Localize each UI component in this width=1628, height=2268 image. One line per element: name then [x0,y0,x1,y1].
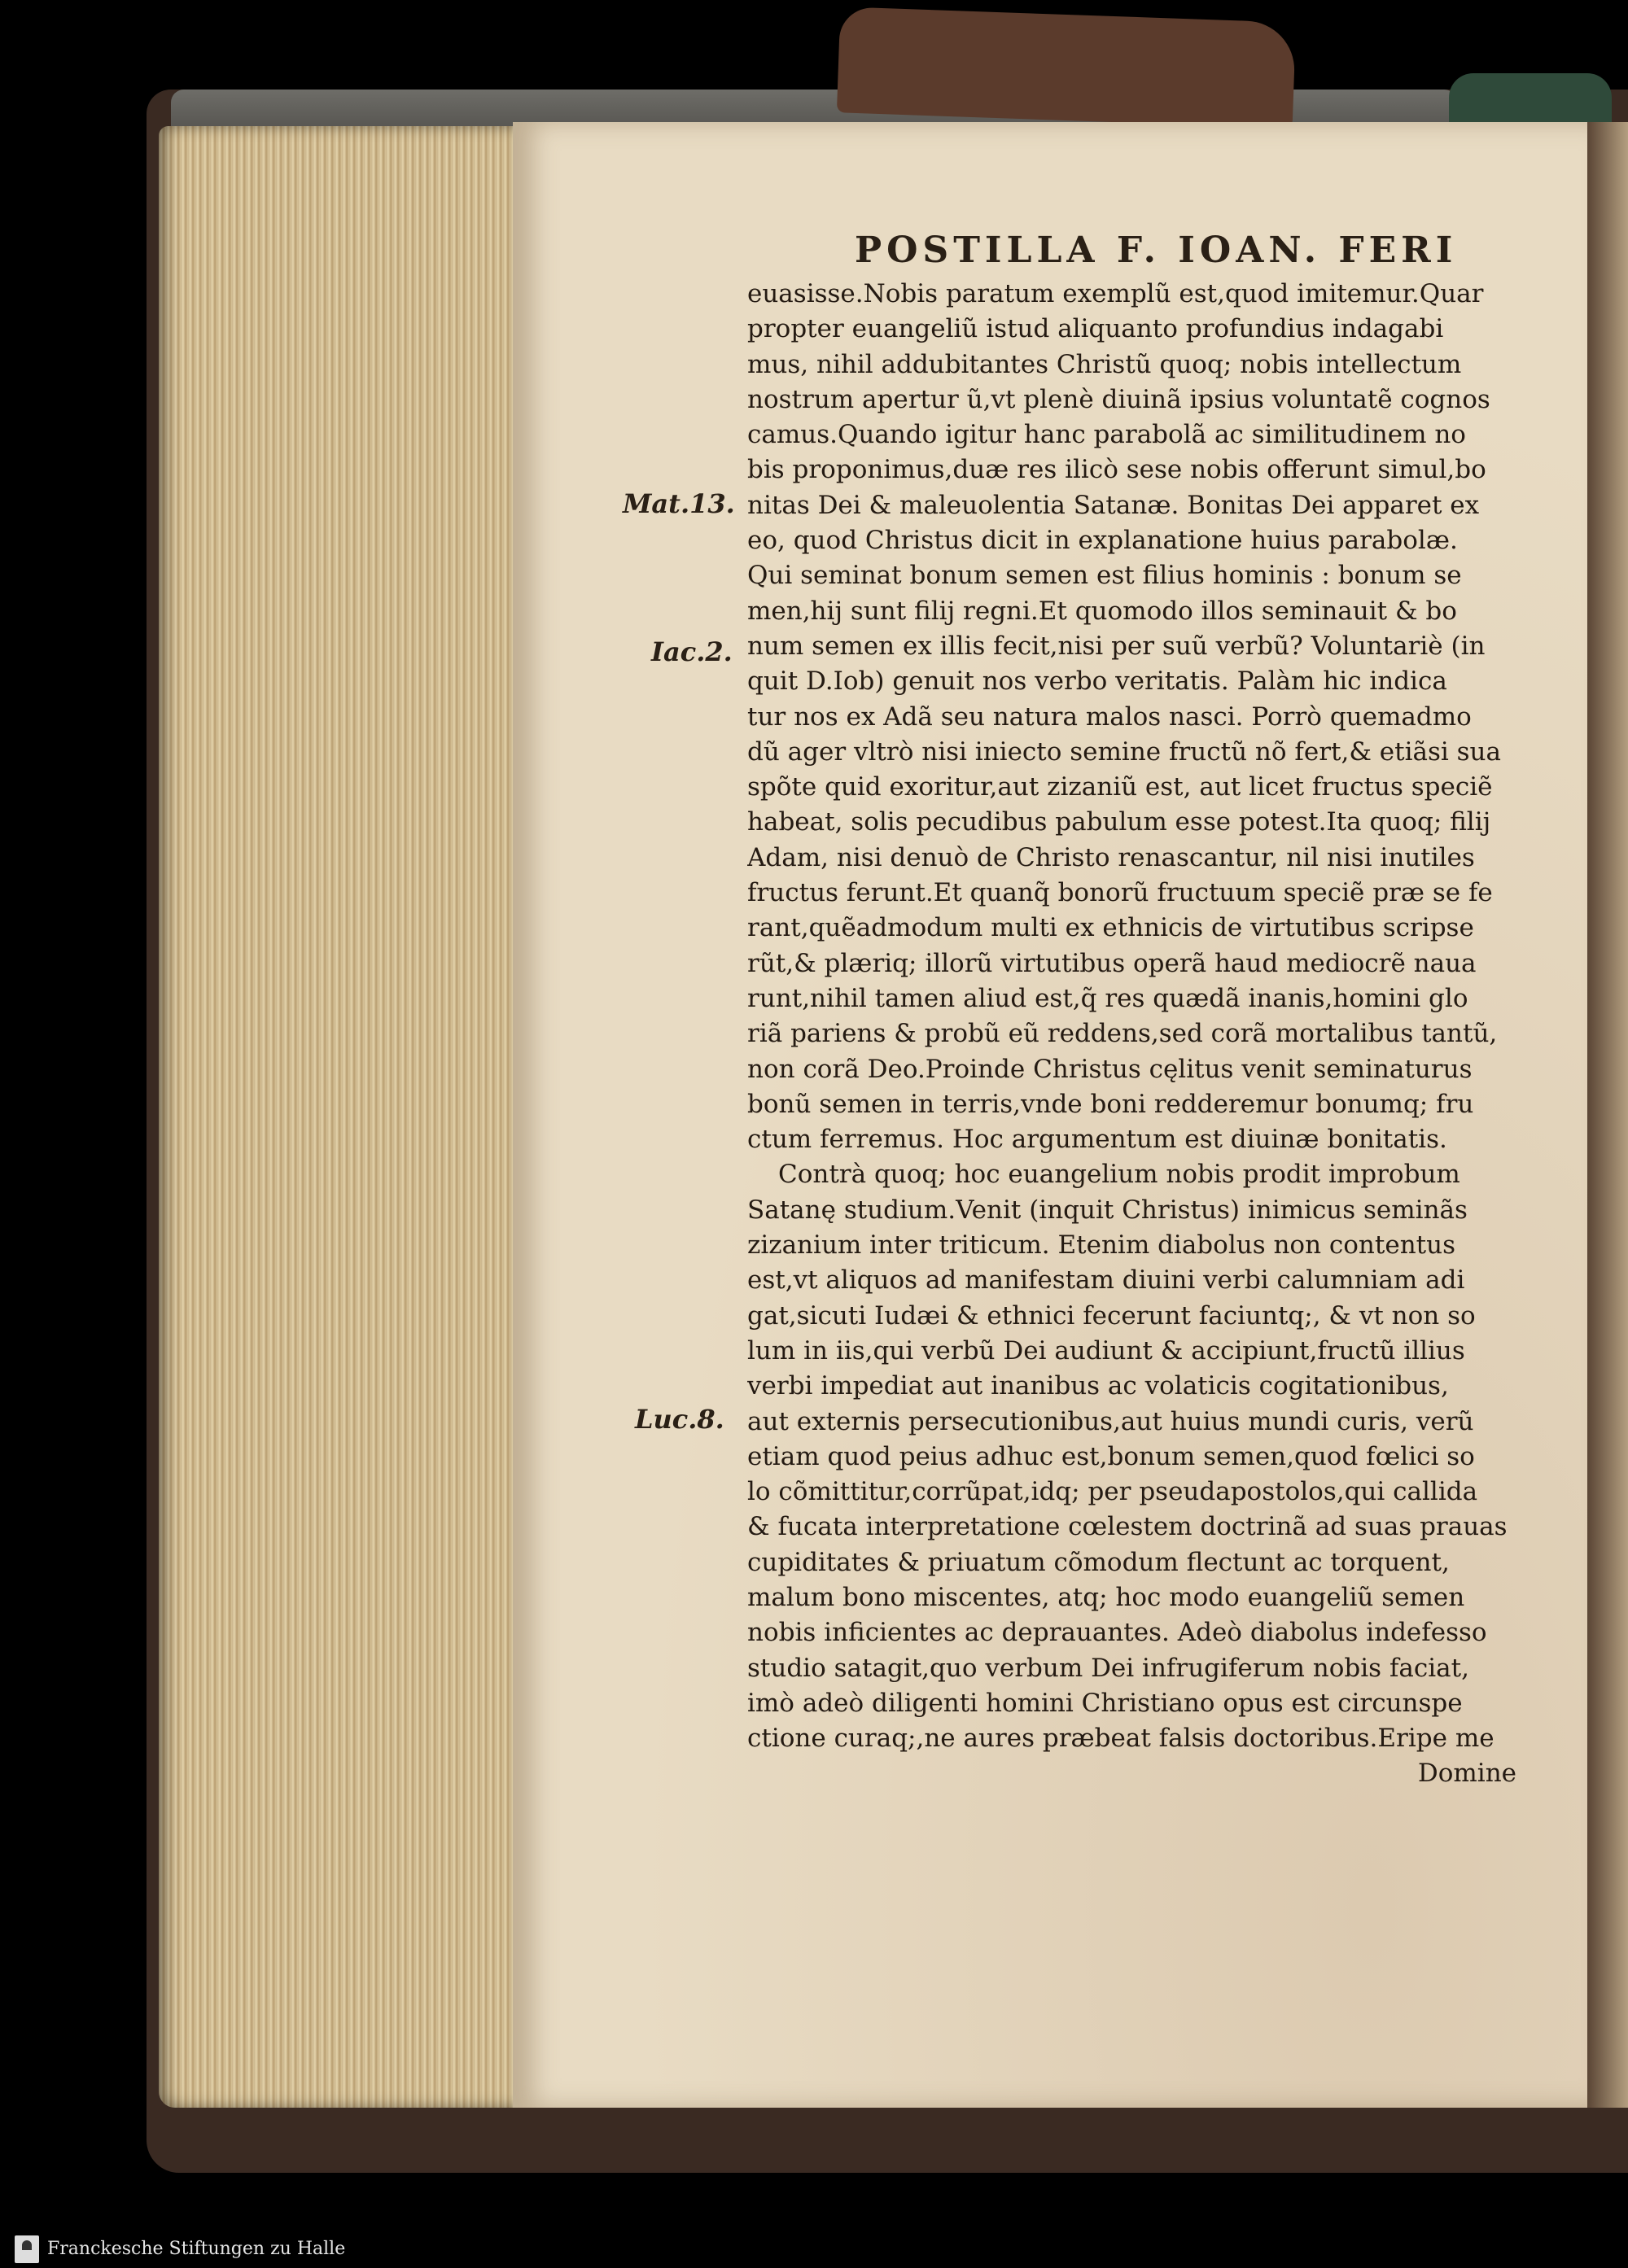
text-line: nobis inficientes ac deprauantes. Adeò diabolus indefesso [747,1618,1487,1648]
text-line: eo, quod Christus dicit in explanatione huius parabolæ. [747,526,1458,556]
text-line: etiam quod peius adhuc est,bonum semen,quod fœlici so [747,1441,1475,1471]
body-text [747,277,1516,1792]
running-head: POSTILLA F. IOAN. FERI [855,229,1458,271]
marginal-note: Mat.13. [623,488,735,519]
text-line: aut externis persecutionibus,aut huius mundi curis, verũ [747,1406,1474,1436]
gutter-shadow [1587,122,1628,2108]
text-line: bonũ semen in terris,vnde boni redderemur bonumq; fru [747,1089,1474,1119]
text-line: mus, nihil addubitantes Christũ quoq; nobis intellectum [747,349,1462,379]
text-line: Adam, nisi denuò de Christo renascantur, nil nisi inutiles [747,842,1475,872]
text-line: & fucata interpretatione cœlestem doctrinã ad suas prauas [747,1512,1508,1542]
text-line: fructus ferunt.Et quanq̃ bonorũ fructuum speciẽ præ se fe [747,878,1493,908]
text-line: imò adeò diligenti homini Christiano opus est circunspe [747,1688,1463,1718]
text-line: Qui seminat bonum semen est filius hominis : bonum se [747,561,1462,591]
text-line: men,hij sunt filij regni.Et quomodo illos seminauit & bo [747,596,1457,626]
text-line: studio satagit,quo verbum Dei infrugiferum nobis faciat, [747,1653,1469,1683]
text-line: ctum ferremus. Hoc argumentum est diuinæ bonitatis. [747,1125,1447,1155]
text-line: cupiditates & priuatum cõmodum flectunt ac torquent, [747,1547,1450,1577]
text-line: lo cõmittitur,corrũpat,idq; per pseudapostolos,qui callida [747,1477,1478,1507]
text-line: Contrà quoq; hoc euangelium nobis prodit improbum [778,1160,1460,1190]
text-line: bis proponimus,duæ res ilicò sese nobis offerunt simul,bo [747,455,1486,485]
text-line: verbi impediat aut inanibus ac volaticis cogitationibus, [747,1371,1449,1401]
text-line: rũt,& plæriq; illorũ virtutibus operã haud mediocrẽ naua [747,948,1477,978]
text-line: ctione curaq;,ne aures præbeat falsis doctoribus.Eripe me [747,1724,1495,1754]
text-line: rant,quẽadmodum multi ex ethnicis de virtutibus scripse [747,913,1474,943]
text-line: runt,nihil tamen aliud est,q̃ res quædã inanis,homini glo [747,983,1468,1013]
text-line: riã pariens & probũ eũ reddens,sed corã mortalibus tantũ, [747,1019,1498,1049]
text-line: zizanium inter triticum. Etenim diabolus non contentus [747,1230,1455,1261]
text-line: euasisse.Nobis paratum exemplũ est,quod imitemur.Quar [747,279,1484,308]
marginal-note: Iac.2. [651,636,733,667]
text-line: non corã Deo.Proinde Christus cęlitus venit seminaturus [747,1054,1473,1084]
text-line: malum bono miscentes, atq; hoc modo euangeliũ semen [747,1582,1465,1612]
text-line: lum in iis,qui verbũ Dei audiunt & accipiunt,fructũ illius [747,1335,1465,1366]
institution-logo-icon [15,2235,39,2263]
leather-tab [837,7,1296,128]
text-line: spõte quid exoritur,aut zizaniũ est, aut licet fructus speciẽ [747,772,1493,802]
text-line: gat,sicuti Iudæi & ethnici fecerunt faciuntq;, & vt non so [747,1300,1476,1331]
text-line: habeat, solis pecudibus pabulum esse potest.Ita quoq; filij [747,807,1491,837]
text-line: quit D.Iob) genuit nos verbo veritatis. Palàm hic indica [747,666,1447,697]
text-line: est,vt aliquos ad manifestam diuini verbi calumniam adi [747,1265,1465,1296]
text-line: num semen ex illis fecit,nisi per suũ verbũ? Voluntariè (in [747,631,1486,661]
text-line: tur nos ex Adã seu natura malos nasci. Porrò quemadmo [747,701,1472,732]
text-line: camus.Quando igitur hanc parabolã ac similitudinem no [747,420,1466,450]
text-line: nitas Dei & maleuolentia Satanæ. Bonitas Dei apparet ex [747,490,1480,520]
page-stack-edge [159,126,517,2108]
footer-credit: Franckesche Stiftungen zu Halle [47,2239,346,2259]
text-line: nostrum apertur ũ,vt plenè diuinã ipsius voluntatẽ cognos [747,384,1490,414]
marginal-note: Luc.8. [635,1404,724,1435]
text-line: propter euangeliũ istud aliquanto profundius indagabi [747,314,1444,344]
text-line: Domine [1417,1759,1516,1789]
text-line: Satanę studium.Venit (inquit Christus) inimicus seminãs [747,1195,1468,1225]
text-line: dũ ager vltrò nisi iniecto semine fructũ nõ fert,& etiãsi sua [747,736,1502,767]
